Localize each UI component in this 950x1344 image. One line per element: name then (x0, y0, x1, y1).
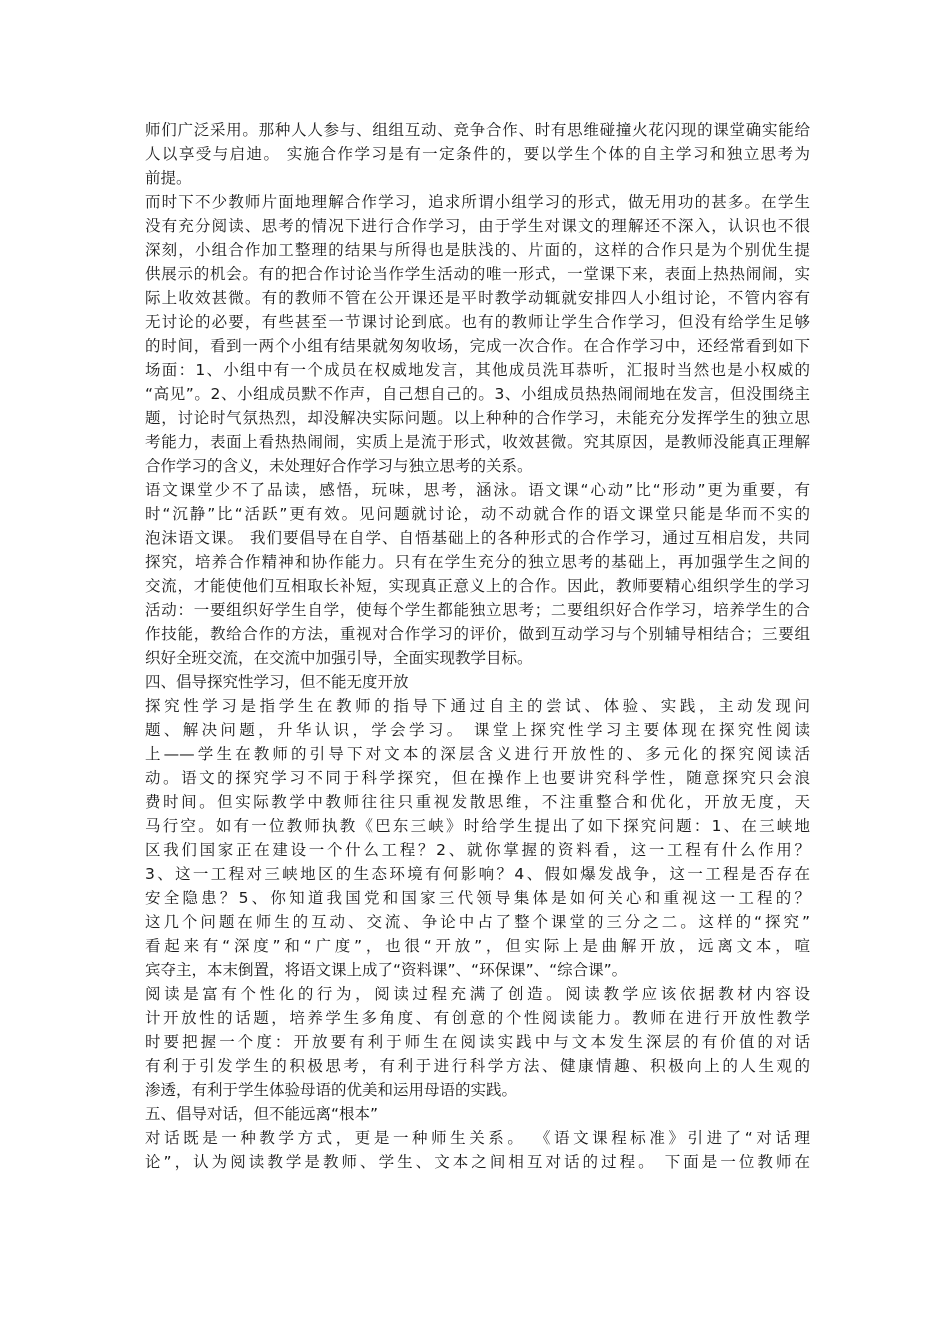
text-line: 论”，认为阅读教学是教师、学生、文本之间相互对话的过程。 下面是一位教师在 (145, 1153, 810, 1171)
text-line: 作技能，教给合作的方法，重视对合作学习的评价，做到互动学习与个别辅导相结合；三要组 (145, 625, 810, 643)
text-line: 无讨论的必要，有些甚至一节课讨论到底。也有的教师让学生合作学习，但没有给学生足够 (145, 313, 810, 331)
text-line: 五、倡导对话，但不能远离“根本” (145, 1105, 379, 1123)
text-line: 渗透，有利于学生体验母语的优美和运用母语的实践。 (145, 1081, 518, 1099)
text-line: 时“沉静”比“活跃”更有效。见问题就讨论，动不动就合作的语文课堂只能是华而不实的 (145, 505, 810, 523)
text-line: 供展示的机会。有的把合作讨论当作学生活动的唯一形式，一堂课下来，表面上热热闹闹，实 (145, 265, 810, 283)
paragraph (145, 694, 810, 982)
text-line: 场面：1、小组中有一个成员在权威地发言，其他成员洗耳恭听，汇报时当然也是小权威的 (145, 361, 810, 379)
text-line: 交流，才能使他们互相取长补短，实现真正意义上的合作。因此，教师要精心组织学生的学习 (145, 577, 810, 595)
text-line: 语文课堂少不了品读，感悟，玩味，思考，涵泳。语文课“心动”比“形动”更为重要，有 (145, 481, 810, 499)
text-line: “高见”。2、小组成员默不作声，自己想自己的。3、小组成员热热闹闹地在发言，但没围绕主 (145, 385, 810, 403)
text-line: 人以享受与启迪。 实施合作学习是有一定条件的，要以学生个体的自主学习和独立思考为 (145, 145, 810, 163)
text-line: 题，讨论时气氛热烈，却没解决实际问题。以上种种的合作学习，未能充分发挥学生的独立思 (145, 409, 810, 427)
text-line: 动。语文的探究学习不同于科学探究，但在操作上也要讲究科学性，随意探究只会浪 (145, 769, 810, 787)
text-line: 探究性学习是指学生在教师的指导下通过自主的尝试、体验、实践，主动发现问 (145, 697, 810, 715)
text-line: 际上收效甚微。有的教师不管在公开课还是平时教学动辄就安排四人小组讨论，不管内容有 (145, 289, 810, 307)
text-line: 马行空。如有一位教师执教《巴东三峡》时给学生提出了如下探究问题：1、在三峡地 (145, 817, 810, 835)
text-line: 考能力，表面上看热热闹闹，实质上是流于形式，收效甚微。究其原因，是教师没能真正理解 (145, 433, 810, 451)
text-line: 费时间。但实际教学中教师往往只重视发散思维，不注重整合和优化，开放无度，天 (145, 793, 810, 811)
paragraph (145, 478, 810, 670)
text-line: 安全隐患？5、你知道我国党和国家三代领导集体是如何关心和重视这一工程的？ (145, 889, 810, 907)
text-line: 没有充分阅读、思考的情况下进行合作学习，由于学生对课文的理解还不深入，认识也不很 (145, 217, 810, 235)
text-line: 对话既是一种教学方式，更是一种师生关系。 《语文课程标准》引进了“对话理 (145, 1129, 810, 1147)
section-heading (145, 1102, 810, 1126)
text-line: 活动：一要组织好学生自学，使每个学生都能独立思考；二要组织好合作学习，培养学生的合 (145, 601, 810, 619)
text-line: 而时下不少教师片面地理解合作学习，追求所谓小组学习的形式，做无用功的甚多。在学生 (145, 193, 810, 211)
text-line: 区我们国家正在建设一个什么工程？2、就你掌握的资料看，这一工程有什么作用？ (145, 841, 810, 859)
text-line: 计开放性的话题，培养学生多角度、有创意的个性阅读能力。教师在进行开放性教学 (145, 1009, 810, 1027)
text-line: 这几个问题在师生的互动、交流、争论中占了整个课堂的三分之二。这样的“探究” (145, 913, 810, 931)
text-line: 的时间，看到一两个小组有结果就匆匆收场，完成一次合作。在合作学习中，还经常看到如下 (145, 337, 810, 355)
text-line: 合作学习的含义，未处理好合作学习与独立思考的关系。 (145, 457, 533, 475)
text-line: 时要把握一个度：开放要有利于师生在阅读实践中与文本发生深层的有价值的对话 (145, 1033, 810, 1051)
section-heading (145, 670, 810, 694)
text-line: 深刻，小组合作加工整理的结果与所得也是肤浅的、片面的，这样的合作只是为个别优生提 (145, 241, 810, 259)
text-line: 探究，培养合作精神和协作能力。只有在学生充分的独立思考的基础上，再加强学生之间的 (145, 553, 810, 571)
text-line: 上——学生在教师的引导下对文本的深层含义进行开放性的、多元化的探究阅读活 (145, 745, 810, 763)
text-line: 织好全班交流，在交流中加强引导，全面实现教学目标。 (145, 649, 533, 667)
text-line: 阅读是富有个性化的行为，阅读过程充满了创造。阅读教学应该依据教材内容设 (145, 985, 810, 1003)
document-page (145, 118, 810, 1174)
paragraph (145, 1126, 810, 1174)
text-line: 师们广泛采用。那种人人参与、组组互动、竞争合作、时有思维碰撞火花闪现的课堂确实能给 (145, 121, 810, 139)
text-line: 题、解决问题，升华认识，学会学习。 课堂上探究性学习主要体现在探究性阅读 (145, 721, 810, 739)
text-line: 前提。 (145, 169, 192, 187)
paragraph (145, 118, 810, 190)
text-line: 泡沫语文课。 我们要倡导在自学、自悟基础上的各种形式的合作学习，通过互相启发，共同 (145, 529, 810, 547)
text-line: 四、倡导探究性学习，但不能无度开放 (145, 673, 409, 691)
text-line: 宾夺主，本末倒置，将语文课上成了“资料课”、“环保课”、“综合课”。 (145, 961, 628, 979)
text-line: 3、这一工程对三峡地区的生态环境有何影响？4、假如爆发战争，这一工程是否存在 (145, 865, 810, 883)
paragraph (145, 982, 810, 1102)
paragraph (145, 190, 810, 478)
text-line: 看起来有“深度”和“广度”，也很“开放”，但实际上是曲解开放，远离文本，喧 (145, 937, 810, 955)
text-line: 有利于引发学生的积极思考，有利于进行科学方法、健康情趣、积极向上的人生观的 (145, 1057, 810, 1075)
